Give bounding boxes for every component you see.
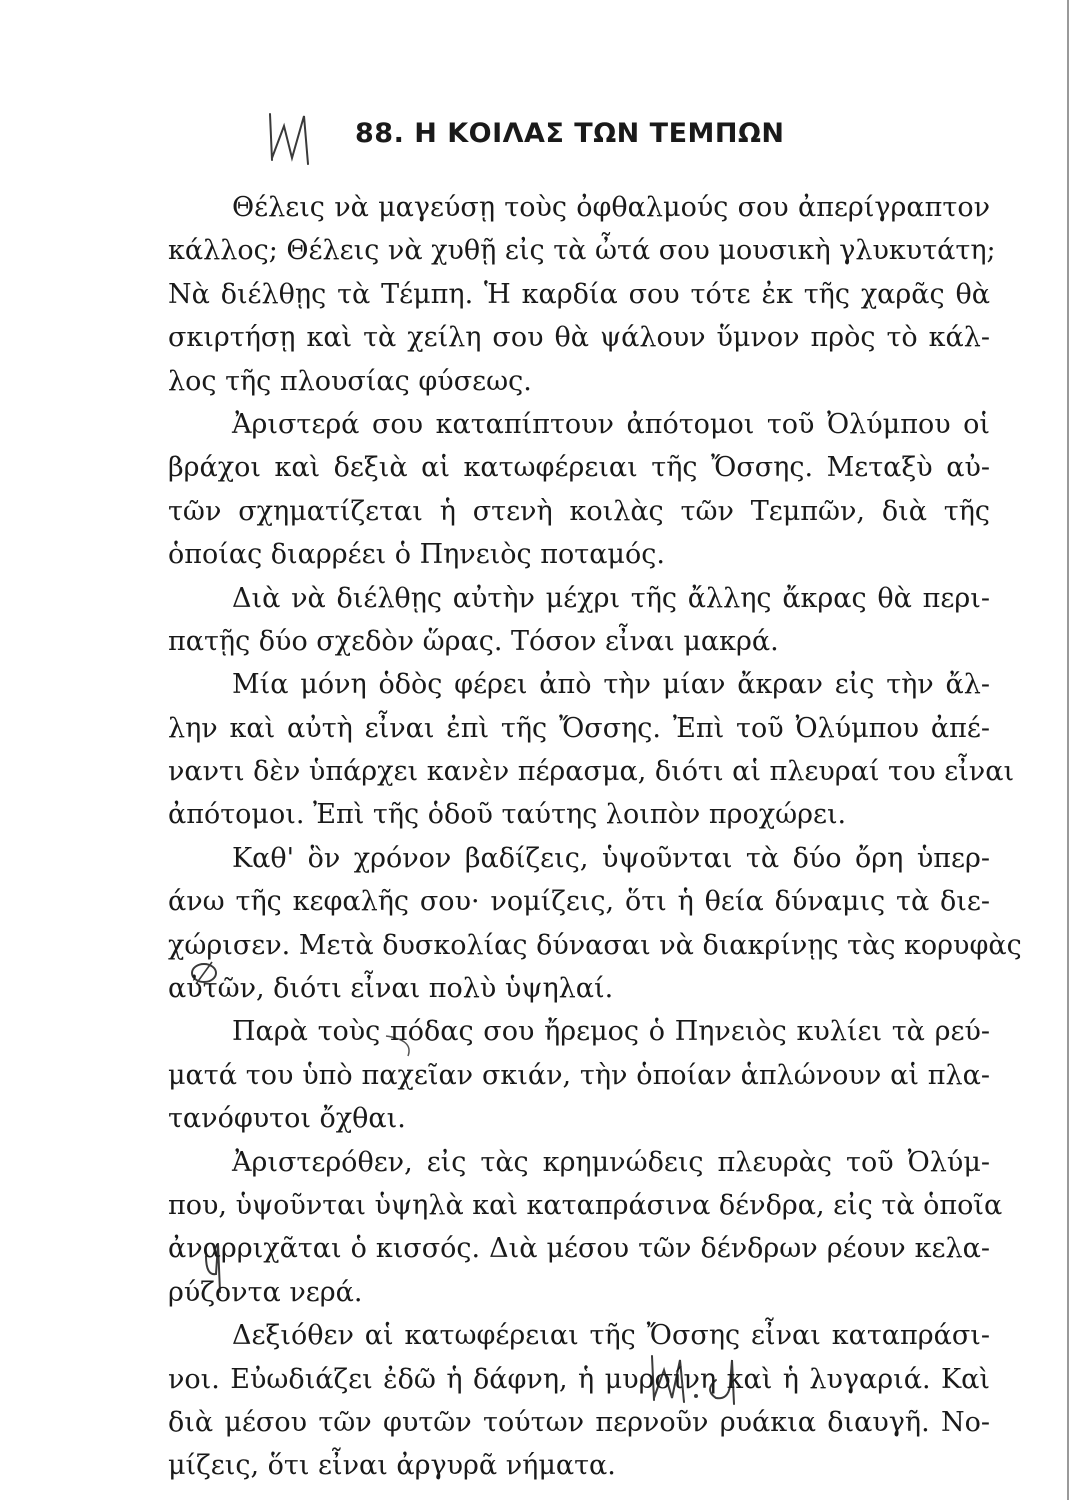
text-line: σκιρτήσῃ καὶ τὰ χείλη σου θὰ ψάλουν ὕμνον πρὸς τὸ κάλ- [168, 322, 990, 354]
text-line: τῶν σχηματίζεται ἡ στενὴ κοιλὰς τῶν Τεμπῶν, διὰ τῆς [168, 495, 990, 527]
text-line: τανόφυτοι ὄχθαι. [168, 1103, 406, 1135]
text-line: άνω τῆς κεφαλῆς σου· νομίζεις, ὅτι ἡ θεία δύναμις τὰ διε- [168, 886, 990, 918]
text-line: Μία μόνη ὁδὸς φέρει ἀπὸ τὴν μίαν ἄκραν εἰς τὴν ἄλ- [232, 669, 990, 701]
text-line: ὁποίας διαρρέει ὁ Πηνειὸς ποταμός. [168, 539, 665, 571]
text-line: ναντι δὲν ὑπάρχει κανὲν πέρασμα, διότι αἱ πλευραί του εἶναι [168, 756, 1015, 788]
text-line: διὰ μέσου τῶν φυτῶν τούτων περνοῦν ρυάκια διαυγῆ. Νο- [168, 1406, 990, 1438]
text-line: Ἀριστερόθεν, εἰς τὰς κρημνώδεις πλευρὰς τοῦ Ὀλύμ- [232, 1146, 990, 1178]
chapter-heading: 88. Η ΚΟΙΛΑΣ ΤΩΝ ΤΕΜΠΩΝ [355, 118, 785, 149]
text-line: ἀναρριχᾶται ὁ κισσός. Διὰ μέσου τῶν δένδρων ρέουν κελα- [168, 1233, 990, 1265]
text-line: νοι. Εὐωδιάζει ἐδῶ ἡ δάφνη, ἡ μυρσίνη καὶ ἡ λυγαριά. Καὶ [168, 1363, 990, 1395]
text-line: αὐτῶν, διότι εἶναι πολὺ ὑψηλαί. [168, 973, 614, 1005]
text-line: που, ὑψοῦνται ὑψηλὰ καὶ καταπράσινα δένδρα, εἰς τὰ ὁποῖα [168, 1189, 1003, 1221]
text-line: βράχοι καὶ δεξιὰ αἱ κατωφέρειαι τῆς Ὄσσης. Μεταξὺ αὐ- [168, 452, 990, 484]
text-line: πατῇς δύο σχεδὸν ὥρας. Τόσον εἶναι μακρά. [168, 625, 779, 657]
text-line: Καθ' ὃν χρόνον βαδίζεις, ὑψοῦνται τὰ δύο ὄρη ὑπερ- [232, 842, 990, 874]
text-line: Θέλεις νὰ μαγεύσῃ τοὺς ὀφθαλμούς σου ἀπερίγραπτον [232, 192, 990, 223]
text-line: Δεξιόθεν αἱ κατωφέρειαι τῆς Ὄσσης εἶναι καταπράσι- [232, 1320, 990, 1352]
text-line: χώρισεν. Μετὰ δυσκολίας δύνασαι νὰ διακρίνῃς τὰς κορυφὰς [168, 929, 1022, 961]
text-line: λην καὶ αὐτὴ εἶναι ἐπὶ τῆς Ὄσσης. Ἐπὶ τοῦ Ὀλύμπου ἀπέ- [168, 712, 990, 744]
text-line: κάλλος; Θέλεις νὰ χυθῇ εἰς τὰ ὦτά σου μουσικὴ γλυκυτάτη; [168, 235, 996, 267]
text-line: μίζεις, ὅτι εἶναι ἀργυρᾶ νήματα. [168, 1450, 616, 1482]
text-line: Διὰ νὰ διέλθῃς αὐτὴν μέχρι τῆς ἄλλης ἄκρας θὰ περι- [232, 582, 990, 614]
text-line: Νὰ διέλθῃς τὰ Τέμπη. Ἡ καρδία σου τότε ἐκ τῆς χαρᾶς θὰ [168, 278, 990, 310]
text-line: ματά του ὑπὸ παχεῖαν σκιάν, τὴν ὁποίαν ἁπλώνουν αἱ πλα- [168, 1059, 990, 1091]
text-line: Ἀριστερά σου καταπίπτουν ἀπότομοι τοῦ Ὀλύμπου οἱ [232, 408, 990, 440]
text-line: Παρὰ τοὺς πόδας σου ἤρεμος ὁ Πηνειὸς κυλίει τὰ ρεύ- [232, 1016, 990, 1048]
text-line: ἀπότομοι. Ἐπὶ τῆς ὁδοῦ ταύτης λοιπὸν προχώρει. [168, 799, 847, 831]
text-line: ρύζοντα νερά. [168, 1276, 363, 1308]
handwritten-mark-icon [262, 108, 322, 170]
body-text [168, 186, 1022, 1488]
page-edge-divider [1067, 0, 1069, 1500]
text-line: λος τῆς πλουσίας φύσεως. [168, 365, 532, 397]
